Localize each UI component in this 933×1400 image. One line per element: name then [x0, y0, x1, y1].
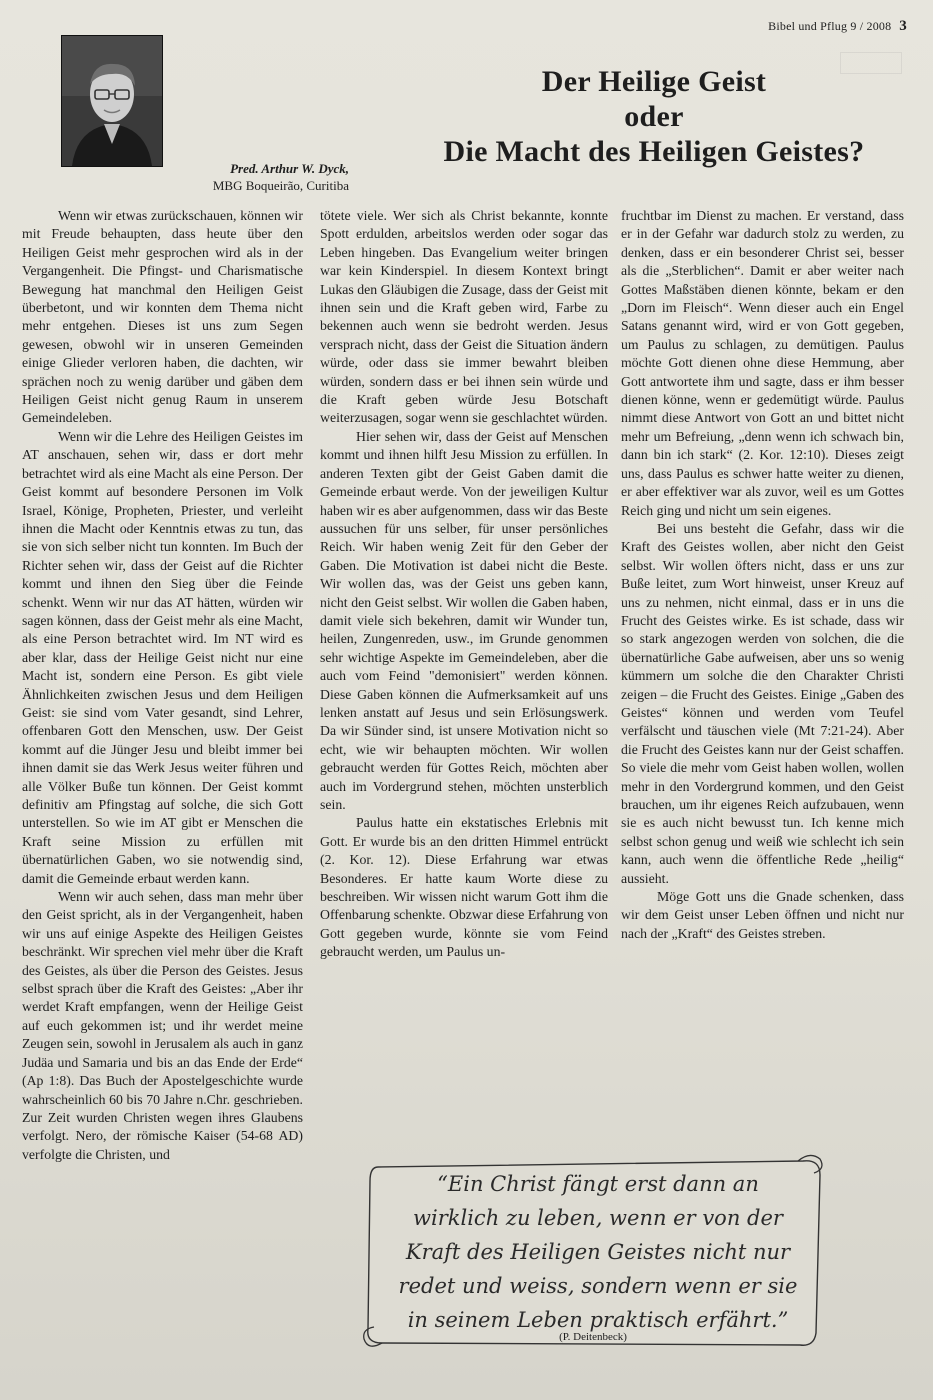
author-photo [61, 35, 163, 167]
paragraph: Paulus hatte ein ekstatisches Erlebnis mit Gott. Er wurde bis an den dritten Himmel entrückt (2. Kor. 12). Diese Erfahrung war etwas Besonderes. Er hatte kaum Worte diese zu beschreiben. Wir wissen nicht warum Gott ihm die Offenbarung schenkte. Obzwar diese Erfahrung von Gott gegeben wurde, könnte sie vom Feind gebraucht werden, um Paulus un- [320, 815, 608, 960]
article-column-3 [621, 207, 904, 943]
paragraph: Wenn wir etwas zurückschauen, können wir mit Freude behaupten, dass heute über den Heiligen Geist mehr gesprochen wird als in der Vergangenheit. Die Pfingst- und Charismatische Bewegung hat manchmal den Heiligen Geist überbetont, und wir konnten dem Thema nicht mehr entgehen. Dieses ist uns zum Segen gewesen, obwohl wir in unseren Gemeinden einige Glieder verloren haben, die dachten, wir sprächen noch zu wenig darüber und gäben dem Heiligen Geist nicht genug Raum in unserem Gemeindeleben. [22, 208, 303, 426]
paragraph: tötete viele. Wer sich als Christ bekannte, konnte Spott erdulden, arbeitslos werden oder sogar das Leben hingeben. Das Evangelium weiter bringen war kein Kinderspiel. In diesem Kontext bringt Lukas den Gläubigen die Zusage, dass der Geist mit ihnen sein und die Kraft geben wird, Farbe zu bekennen auch wenn sie bedroht werden. Jesus versprach nicht, dass der Geist die Situation ändern würde, oder dass sie immer bewahrt bleiben würden, sondern dass er bei ihnen sein würde und die Kraft geben würde Jesu Botschaft weiterzusagen, sogar wenn sie geschlachtet würden. [320, 208, 608, 426]
paragraph: Hier sehen wir, dass der Geist auf Menschen kommt und ihnen hilft Jesu Mission zu erfüllen. In anderen Texten gibt der Geist Gaben damit die Gemeinde erbaut werde. Von der jeweiligen Kultur haben wir es aber aufgenommen, dass wir das Beste aussuchen für uns selber, für unser persönliches Reich. Wir haben wenig Zeit für den Geber der Gaben. Die Motivation ist dabei nicht die Beste. Wir wollen das, was der Geist uns geben kann, nicht den Geist selbst. Wir wollen die Gaben haben, damit viele sich bekehren, damit wir Wunder tun, heilen, Zungenreden, usw., im Grunde genommen sehr wichtige Aspekte im Gemeindeleben, aber die auch vom Feind "demonisiert" werden können. Diese Gaben können die Aufmerksamkeit auf uns lenken anstatt auf Jesus und sein Erlösungswerk. Da wir Sünder sind, ist unsere Motivation nicht so echt, wie wir behaupten möchten. Wir wollen gebraucht werden für Gottes Reich, möchten aber auch im Vordergrund stehen, möchten unsterblich sein. [320, 428, 608, 812]
paragraph: Wenn wir die Lehre des Heiligen Geistes im AT anschauen, sehen wir, dass er dort mehr betrachtet wird als eine Macht als eine Person. Der Geist kommt auf besondere Personen im Volk Israel, Könige, Propheten, Priester, und verleiht ihnen die Macht oder Kenntnis etwas zu tun, das sie von sich selber nicht tun konnten. Im Buch der Richter sehen wir, dass der Geist auf die Richter kommt und ihnen den Sieg über die Feinde schenkt. Wenn wir nur das AT hätten, würden wir sagen können, dass der Geist mehr als eine Macht, als eine Person betrachtet wird. Im NT wird es aber klar, dass der Heilige Geist nicht nur eine Macht ist, sondern eine Person. Es gibt viele Ähnlichkeiten zwischen Jesus und dem Heiligen Geist: sie sind vom Vater gesandt, sind Lehrer, offenbaren Gott den Menschen, usw. Der Geist kommt auf die Jünger Jesu und bleibt immer bei ihnen damit sie das Werk Jesus weiter führen und alle Völker Buße tun können. Der Geist kommt definitiv am Pfingstag auf solche, die sich Gott unterstellen. So wie im AT gibt er Menschen die Kraft seine Mission zu erfüllen mit übernatürlichen Gaben, wo sie notwendig sind, damit die Gemeinde erbaut werden kann. [22, 428, 303, 886]
article-title [400, 64, 908, 169]
quote-author: (P. Deitenbeck) [559, 1331, 627, 1343]
author-affiliation: MBG Boqueirão, Curitiba [212, 178, 349, 193]
page-header [768, 18, 907, 35]
paragraph: Bei uns besteht die Gefahr, dass wir die Kraft des Geistes wollen, aber nicht den Geist selbst. Wir wollen öfters nicht, dass er uns zur Buße leitet, zum Wort hinweist, unser Kreuz auf uns zu nehmen, nicht einmal, dass er in uns die Frucht des Geistes wirke. Es ist schade, dass wir so stark angezogen werden von solchen, die die übernatürliche Gabe aufweisen, aber uns so wenig kümmern um solche die den Charakter Christi zeigen – die Frucht des Geistes. Einige „Gaben des Geistes“ können und werden vom Teufel verfälscht und täuschen viele (Mt 7:21-24). Aber die Frucht des Geistes kann nur der Geist schaffen. So viele die mehr vom Geist haben wollen, wollen mehr in den Vordergrund kommen, und den Geist brauchen, um ihr eigenes Reich aufzubauen, wenn sie es auch nicht bewusst tun. Ich kenne mich selbst schon genug und weiß wie schlecht ich sein kann, auch wenn die öffentliche Rede „heilig“ aussieht. [621, 520, 904, 886]
article-column-1 [22, 207, 303, 1164]
author-byline [185, 160, 349, 194]
paragraph: Wenn wir auch sehen, dass man mehr über den Geist spricht, als in der Vergangenheit, haben wir uns auf einige Aspekte des Heiligen Geistes beschränkt. Wir sprechen viel mehr über die Kraft des Geistes, als über die Person des Geistes. Jesus selbst sprach über die Kraft des Geistes: „Aber ihr werdet Kraft empfangen, wenn der Heilige Geist auf euch gekommen ist; und ihr werdet meine Zeugen sein, sowohl in Jerusalem als auch in ganz Judäa und Samaria und bis an das Ende der Erde“ (Ap 1:8). Das Buch der Apostelgeschichte wurde wahrscheinlich 60 bis 70 Jahre n.Chr. geschrieben. Zur Zeit wurden Christen wegen ihres Glaubens verfolgt. Nero, der römische Kaiser (54-68 AD) verfolgte die Christen, und [22, 889, 303, 1162]
title-line-1: Der Heilige Geist [541, 65, 767, 98]
header-publication: Bibel und Pflug 9 / 2008 [768, 19, 892, 33]
quote-text: “Ein Christ fängt erst dann an wirklich zu leben, wenn er von der Kraft des Heiligen Geistes nicht nur redet und weiss, sondern wenn er sie in seinem Leben praktisch erfährt.” [398, 1172, 798, 1332]
author-portrait-image [62, 36, 162, 166]
title-line-3: Die Macht des Heiligen Geistes? [443, 135, 865, 168]
title-line-2: oder [624, 100, 684, 133]
scroll-quote [358, 1147, 828, 1352]
paragraph: fruchtbar im Dienst zu machen. Er verstand, dass er in der Gefahr war dadurch stolz zu werden, zu denken, dass er ein besonderer Christ sei, besser als die „Sterblichen“. Damit er aber weiter nach Gottes Maßstäben dienen könnte, bekam er den „Dorn im Fleisch“. Wenn dieser auch ein Engel Satans genannt wird, wird er von Gott gegeben, um Paulus zu schlagen, zu demütigen. Paulus möchte Gott dienen ohne diese Hemmung, aber Gott antwortete ihm und sagte, dass er ihm besser dienen könne, wenn er gedemütigt würde. Paulus nimmt diese Antwort von Gott an und bittet nicht mehr um Befreiung, „denn wenn ich schwach bin, dann bin ich stark“ (2. Kor. 12:10). Dieses zeigt uns, dass Paulus es schwer hatte weiter zu dienen, er aber effektiver war als zuvor, weil es um Gottes Reich ging und nicht um sein eigenes. [621, 208, 904, 518]
page-number: 3 [899, 18, 907, 34]
paragraph: Möge Gott uns die Gnade schenken, dass wir dem Geist unser Leben öffnen und nicht nur nach der „Kraft“ des Geistes streben. [621, 889, 904, 941]
author-name: Pred. Arthur W. Dyck, [230, 161, 349, 176]
article-column-2 [320, 207, 608, 962]
